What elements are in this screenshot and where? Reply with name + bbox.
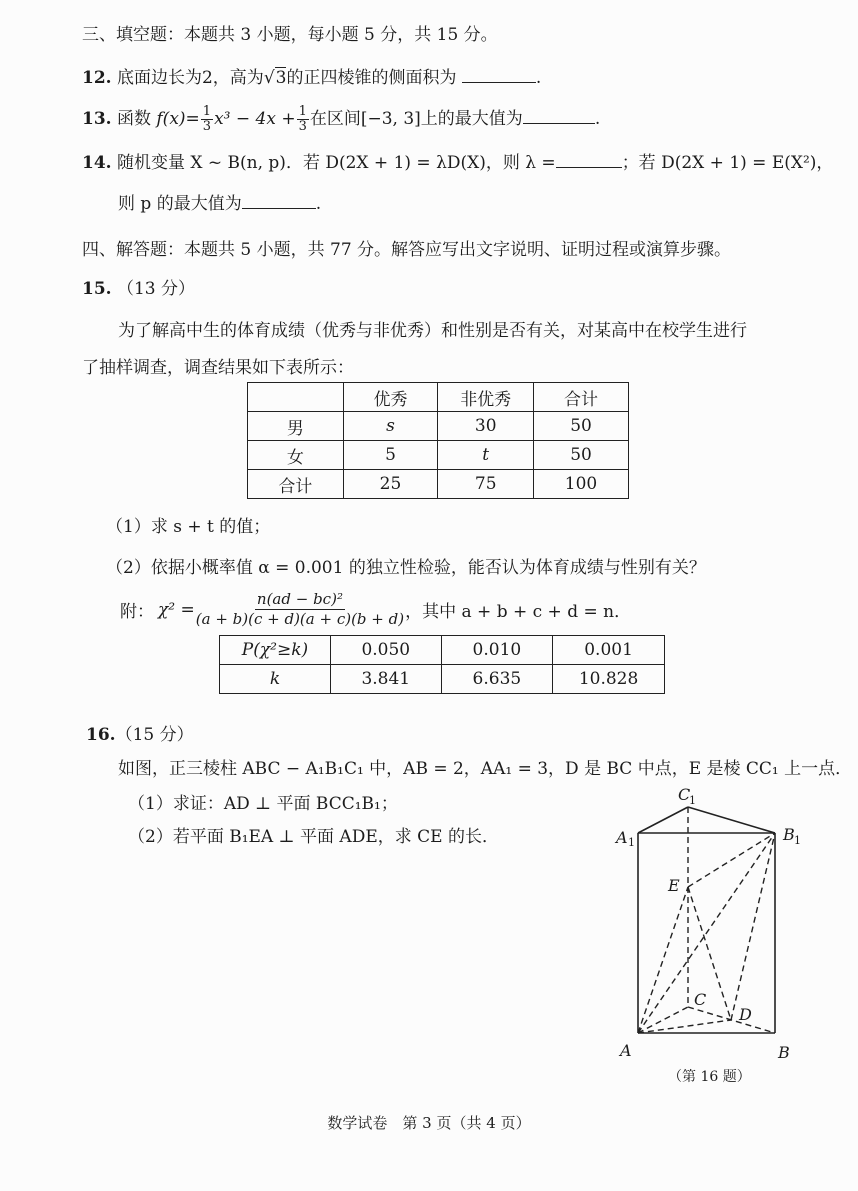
q15-number: 15. xyxy=(82,279,112,299)
q13-text-b: 在区间[−3, 3]上的最大值为 xyxy=(309,109,523,129)
q16-number: 16. xyxy=(86,725,116,745)
q15-chi: χ² = xyxy=(158,599,195,620)
table-cell: 0.010 xyxy=(441,636,553,665)
table-cell: 合计 xyxy=(248,470,344,499)
q16-part-1: （1）求证：AD ⊥ 平面 BCC₁B₁； xyxy=(128,794,398,814)
table-cell: 6.635 xyxy=(441,665,553,694)
question-13 xyxy=(82,104,600,134)
q12-sqrt: 3 xyxy=(275,68,287,88)
q13-term: x³ − 4x + xyxy=(214,109,296,129)
table-header-cell: 非优秀 xyxy=(438,383,534,412)
table-cell: 50 xyxy=(534,412,629,441)
q16-prism-figure xyxy=(600,775,830,1090)
label-A1: A xyxy=(616,828,628,847)
q13-frac-1: $\frac{1}{3}$ xyxy=(202,104,212,134)
q15-critical-value-table xyxy=(219,635,665,694)
q13-answer-blank[interactable] xyxy=(523,107,595,124)
label-B: B xyxy=(778,1043,790,1062)
q16-part-2: （2）若平面 B₁EA ⊥ 平面 ADE，求 CE 的长． xyxy=(128,827,499,847)
label-E: E xyxy=(668,876,680,895)
q13-text-a: 函数 xyxy=(116,109,151,129)
q13-end: . xyxy=(594,109,601,129)
table-cell: 3.841 xyxy=(330,665,441,694)
q15-intro-1: 为了解高中生的体育成绩（优秀与非优秀）和性别是否有关，对某高中在校学生进行 xyxy=(118,321,747,341)
table-cell: s xyxy=(343,412,438,441)
q15-part-2: （2）依据小概率值 α = 0.001 的独立性检验，能否认为体育成绩与性别有关？ xyxy=(106,558,706,578)
section-3-heading: 三、填空题：本题共 3 小题，每小题 5 分，共 15 分。 xyxy=(82,25,498,45)
q14-end: . xyxy=(315,194,322,214)
table-cell: 10.828 xyxy=(553,665,665,694)
label-A: A xyxy=(620,1041,632,1060)
q14-number: 14. xyxy=(82,153,112,173)
figure-caption: （第 16 题） xyxy=(668,1069,751,1085)
table-cell: t xyxy=(438,441,534,470)
q15-note-label: 附： xyxy=(120,602,154,622)
table-cell: 女 xyxy=(248,441,344,470)
table-cell: P(χ²≥k) xyxy=(220,636,331,665)
table-cell: 0.001 xyxy=(553,636,665,665)
table-cell: 50 xyxy=(534,441,629,470)
q15-formula-numerator: n(ad − bc)² xyxy=(256,590,343,608)
q15-intro-2: 了抽样调查，调查结果如下表所示： xyxy=(82,358,354,378)
q15-formula-note xyxy=(120,590,631,629)
table-row xyxy=(248,441,629,470)
q14-answer-blank-1[interactable] xyxy=(556,151,622,168)
label-D: D xyxy=(739,1005,752,1024)
page-footer: 数学试卷 第 3 页（共 4 页） xyxy=(327,1114,531,1132)
q13-fx: f(x)= xyxy=(156,109,200,129)
label-sub: 1 xyxy=(628,836,635,849)
table-cell: k xyxy=(220,665,331,694)
table-row xyxy=(220,636,665,665)
table-row xyxy=(248,470,629,499)
q14-line2: 则 p 的最大值为 xyxy=(118,194,242,214)
table-cell: 25 xyxy=(343,470,438,499)
section-4-heading: 四、解答题：本题共 5 小题，共 77 分。解答应写出文字说明、证明过程或演算步骤。 xyxy=(82,240,732,260)
q15-survey-table xyxy=(247,382,629,499)
question-14 xyxy=(82,148,833,173)
label-B1: B xyxy=(783,825,795,844)
table-header-cell: 合计 xyxy=(534,383,629,412)
q16-score: （15 分） xyxy=(115,725,194,745)
table-row xyxy=(220,665,665,694)
q12-number: 12. xyxy=(82,68,112,88)
table-cell: 75 xyxy=(438,470,534,499)
question-12: 12. 底面边长为2，高为√3的正四棱锥的侧面积为 . xyxy=(82,68,542,88)
table-cell: 100 xyxy=(534,470,629,499)
q12-end: . xyxy=(535,68,542,88)
question-14-line2 xyxy=(118,189,321,214)
q12-answer-blank[interactable] xyxy=(462,66,536,83)
table-header-cell: 优秀 xyxy=(343,383,438,412)
question-16-header xyxy=(86,720,194,745)
q14-answer-blank-2[interactable] xyxy=(242,192,316,209)
q15-formula xyxy=(196,590,404,629)
label-sub: 1 xyxy=(794,834,801,847)
q13-number: 13. xyxy=(82,109,112,129)
q16-intro: 如图，正三棱柱 ABC − A₁B₁C₁ 中，AB = 2，AA₁ = 3，D 是 BC 中点，E 是棱 CC₁ 上一点． xyxy=(118,759,853,779)
q13-frac-2: $\frac{1}{3}$ xyxy=(298,104,307,134)
table-cell: 0.050 xyxy=(330,636,441,665)
q15-part-1: （1）求 s + t 的值； xyxy=(106,517,271,537)
table-row xyxy=(248,412,629,441)
table-cell: 男 xyxy=(248,412,344,441)
q15-note-tail: ，其中 a + b + c + d = n． xyxy=(405,602,632,622)
q15-score: （13 分） xyxy=(116,279,196,299)
q15-formula-denominator: (a + b)(c + d)(a + c)(b + d) xyxy=(195,610,405,628)
table-header-cell xyxy=(248,383,344,412)
q14-text-a: 随机变量 X ~ B(n, p)．若 D(2X + 1) = λD(X)，则 λ = xyxy=(116,153,556,173)
label-C1: C xyxy=(678,785,691,804)
label-C: C xyxy=(694,990,707,1009)
label-sub: 1 xyxy=(689,794,696,807)
q12-text-a: 底面边长为2，高为 xyxy=(116,68,264,88)
question-15-header xyxy=(82,274,195,299)
q12-text-b: 的正四棱锥的侧面积为 xyxy=(286,68,457,88)
table-cell: 5 xyxy=(343,441,438,470)
q14-text-b: ；若 D(2X + 1) = E(X²)， xyxy=(621,153,834,173)
table-cell: 30 xyxy=(438,412,534,441)
